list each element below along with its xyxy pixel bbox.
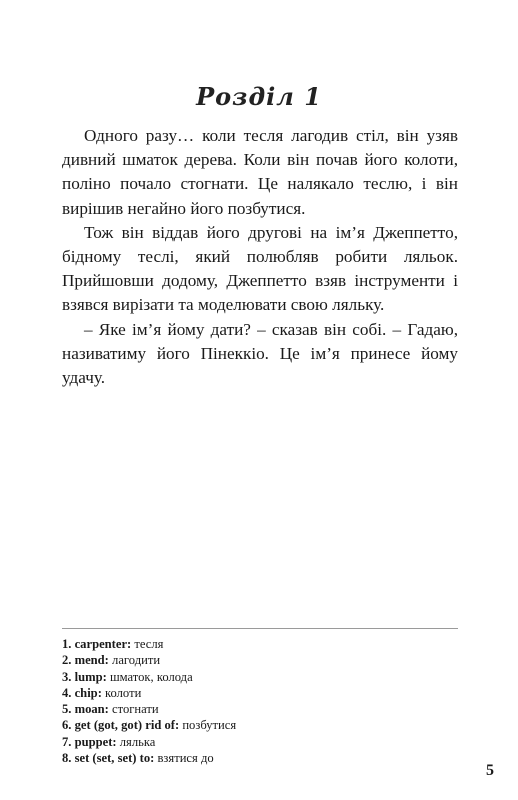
glossary-item xyxy=(62,652,458,668)
glossary-item xyxy=(62,685,458,701)
chapter-title: Розділ 1 xyxy=(196,82,322,111)
glossary-term: 8. set (set, set) to: xyxy=(62,751,155,766)
glossary-translation: взятися до xyxy=(154,751,214,766)
glossary-term: 4. chip: xyxy=(62,685,102,700)
glossary-item xyxy=(62,669,458,685)
glossary-list xyxy=(62,636,458,766)
glossary-term: 5. moan: xyxy=(62,702,109,717)
page-number: 5 xyxy=(486,762,494,779)
glossary-term: 1. carpenter: xyxy=(62,637,132,651)
glossary-item xyxy=(62,636,458,652)
body-text xyxy=(62,124,458,390)
glossary-translation: колоти xyxy=(101,685,142,700)
glossary-item xyxy=(62,701,458,717)
glossary-item xyxy=(62,734,458,750)
glossary-translation: позбутися xyxy=(179,718,237,733)
glossary-translation: лялька xyxy=(116,734,156,749)
glossary-term: 7. puppet: xyxy=(62,734,117,749)
glossary-translation: лагодити xyxy=(108,653,161,668)
glossary-term: 2. mend: xyxy=(62,653,109,668)
paragraph: – Яке ім’я йому дати? – сказав він собі. – Гадаю, називатиму його Пінеккіо. Це ім’я принесе йому удачу. xyxy=(62,319,458,388)
glossary-translation: тесля xyxy=(131,637,164,651)
glossary-term: 6. get (got, got) rid of: xyxy=(62,718,180,733)
paragraph: Одного разу… коли тесля лагодив стіл, він узяв дивний шматок дерева. Коли він почав його колоти, поліно почало стогнати. Це налякало теслю, і він вирішив негайно його позбутися. xyxy=(62,126,458,218)
glossary-item xyxy=(62,717,458,733)
glossary-term: 3. lump: xyxy=(62,669,107,684)
paragraph: Тож він віддав його другові на ім’я Джеппетто, бідному теслі, який полюбляв робити ляльок. Прийшовши додому, Джеппетто взяв інструменти і взявся вирізати та моделювати свою ляльку. xyxy=(62,222,458,315)
glossary-item xyxy=(62,750,458,766)
glossary-translation: стогнати xyxy=(108,702,159,717)
footnote-divider xyxy=(62,628,458,629)
glossary-translation: шматок, колода xyxy=(106,669,193,684)
